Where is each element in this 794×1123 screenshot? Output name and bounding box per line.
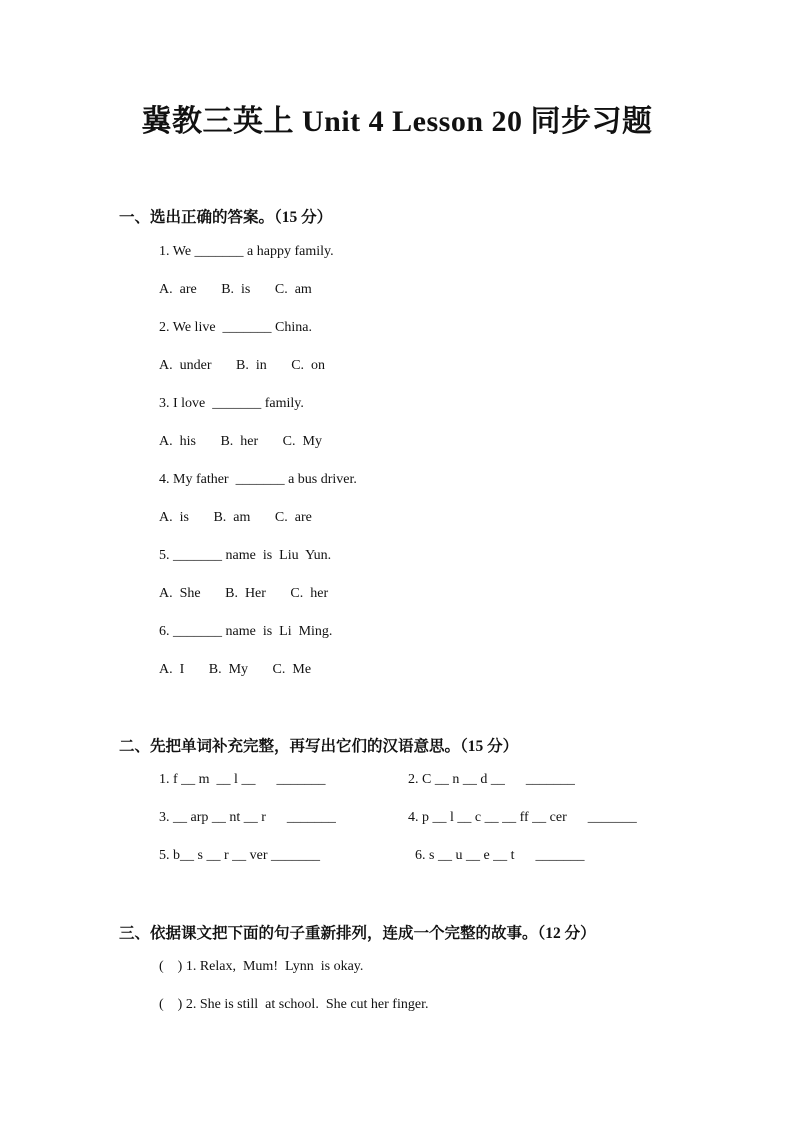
word-item-6: 6. s __ u __ e __ t _______ [415, 848, 585, 863]
word-item-2: 2. C __ n __ d __ _______ [408, 772, 575, 787]
story-sentence-1: ( ) 1. Relax, Mum! Lynn is okay. [159, 959, 364, 974]
question-1: 1. We _______ a happy family. [159, 244, 334, 259]
question-3: 3. I love _______ family. [159, 396, 304, 411]
options-6: A. I B. My C. Me [159, 662, 312, 677]
options-2: A. under B. in C. on [159, 358, 326, 373]
question-2: 2. We live _______ China. [159, 320, 312, 335]
word-item-4: 4. p __ l __ c __ __ ff __ cer _______ [408, 810, 637, 825]
page-title: 冀教三英上 Unit 4 Lesson 20 同步习题 [141, 105, 653, 138]
story-sentence-2: ( ) 2. She is still at school. She cut her finger. [159, 997, 429, 1012]
section3-heading: 三、依据课文把下面的句子重新排列，连成一个完整的故事。（12 分） [119, 925, 596, 942]
question-5: 5. _______ name is Liu Yun. [159, 548, 332, 563]
section2-heading: 二、先把单词补充完整，再写出它们的汉语意思。（15 分） [119, 738, 519, 755]
options-3: A. his B. her C. My [159, 434, 322, 449]
question-4: 4. My father _______ a bus driver. [159, 472, 357, 487]
options-5: A. She B. Her C. her [159, 586, 329, 601]
options-4: A. is B. am C. are [159, 510, 312, 525]
question-6: 6. _______ name is Li Ming. [159, 624, 333, 639]
word-item-3: 3. __ arp __ nt __ r _______ [159, 810, 336, 825]
options-1: A. are B. is C. am [159, 282, 312, 297]
word-item-5: 5. b__ s __ r __ ver _______ [159, 848, 320, 863]
section1-heading: 一、选出正确的答案。（15 分） [119, 209, 333, 226]
word-item-1: 1. f __ m __ l __ _______ [159, 772, 326, 787]
